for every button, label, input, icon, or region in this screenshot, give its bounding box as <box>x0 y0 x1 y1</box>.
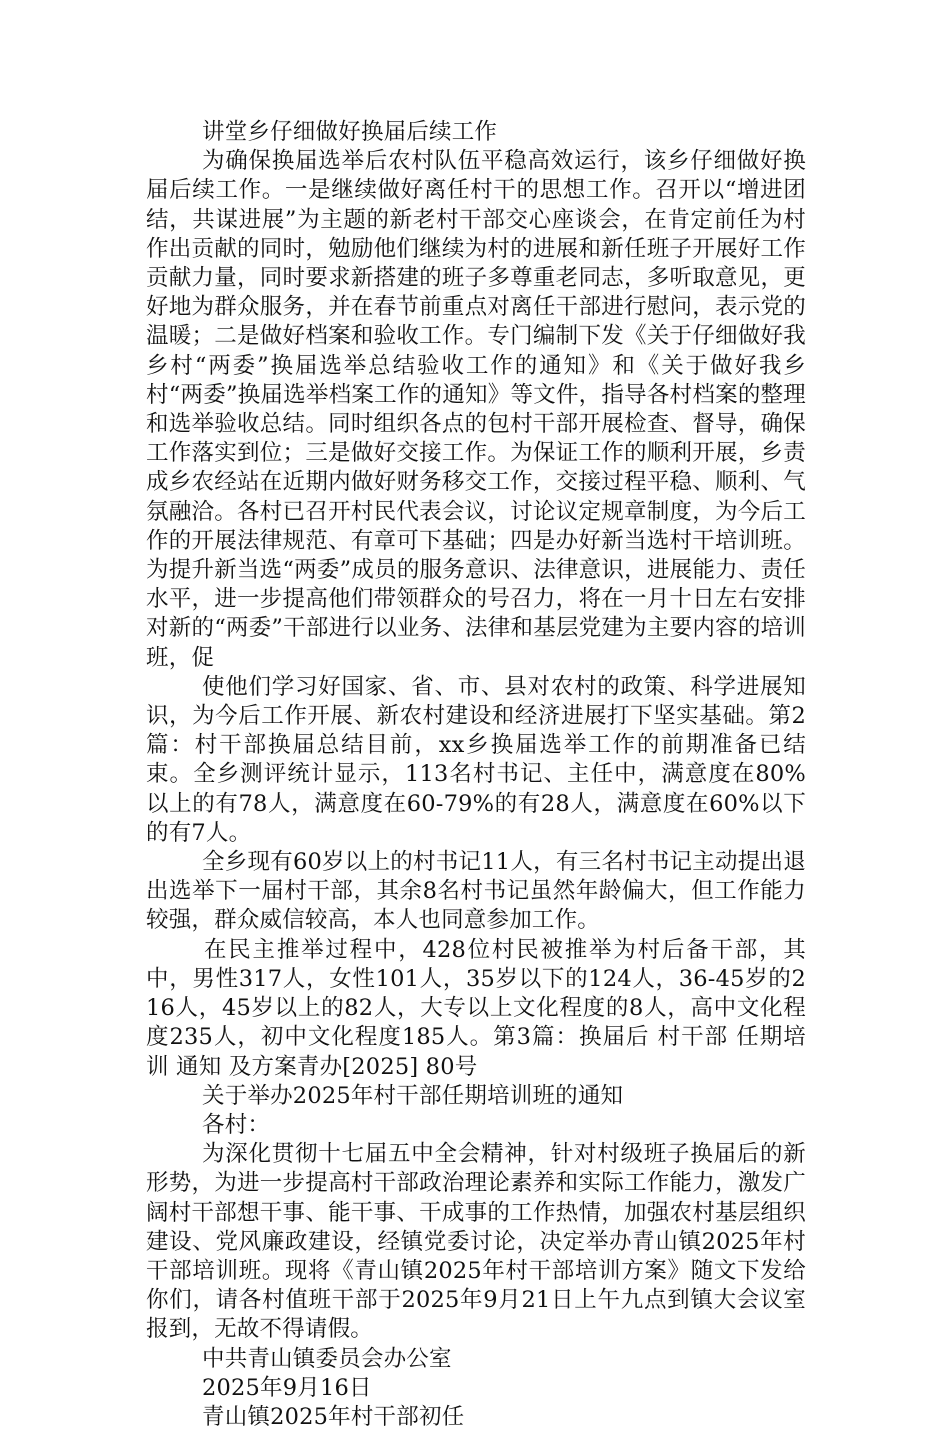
paragraph-3: 全乡现有60岁以上的村书记11人，有三名村书记主动提出退出选举下一届村干部，其余8名村书记虽然年龄偏大，但工作能力较强，群众威信较高，本人也同意参加工作。 <box>146 849 806 934</box>
document-body <box>146 118 806 1432</box>
signature: 中共青山镇委员会办公室 <box>202 1345 452 1372</box>
paragraph-1: 为确保换届选举后农村队伍平稳高效运行，该乡仔细做好换届后续工作。一是继续做好离任村干的思想工作。召开以“增进团结，共谋进展”为主题的新老村干部交心座谈会，在肯定前任为村作出贡献的同时，勉励他们继续为村的进展和新任班子开展好工作贡献力量，同时要求新搭建的班子多尊重老同志，多听取意见，更好地为群众服务，并在春节前重点对离任干部进行慰问，表示党的温暖；二是做好档案和验收工作。专门编制下发《关于仔细做好我乡村“两委”换届选举总结验收工作的通知》和《关于做好我乡村“两委”换届选举档案工作的通知》等文件，指导各村档案的整理和选举验收总结。同时组织各点的包村干部开展检查、督导，确保工作落实到位；三是做好交接工作。为保证工作的顺利开展，乡责成乡农经站在近期内做好财务移交工作，交接过程平稳、顺利、气氛融洽。各村已召开村民代表会议，讨论议定规章制度，为今后工作的开展法律规范、有章可下基础；四是办好新当选村干培训班。为提升新当选“两委”成员的服务意识、法律意识，进展能力、责任水平，进一步提高他们带领群众的号召力，将在一月十日左右安排对新的“两委”干部进行以业务、法律和基层党建为主要内容的培训班，促 <box>146 148 806 671</box>
salutation: 各村： <box>202 1111 271 1138</box>
document-title: 讲堂乡仔细做好换届后续工作 <box>202 119 498 145</box>
paragraph-4: 在民主推举过程中，428位村民被推举为村后备干部，其中，男性317人，女性101人，35岁以下的124人，36-45岁的216人，45岁以上的82人，大专以上文化程度的8人，高中文化程度235人，初中文化程度185人。第3篇：换届后 村干部 任期培训 通知 及方案青办[2025] 80号 <box>146 936 806 1080</box>
date: 2025年9月16日 <box>202 1374 372 1401</box>
closing-line: 青山镇2025年村干部初任 <box>202 1403 465 1430</box>
paragraph-2: 使他们学习好国家、省、市、县对农村的政策、科学进展知识，为今后工作开展、新农村建设和经济进展打下坚实基础。第2篇：村干部换届总结目前，xx乡换届选举工作的前期准备已结束。全乡测评统计显示，113名村书记、主任中，满意度在80%以上的有78人，满意度在60-79%的有28人，满意度在60%以下的有7人。 <box>146 673 806 846</box>
notice-title: 关于举办2025年村干部任期培训班的通知 <box>202 1082 624 1109</box>
paragraph-5: 为深化贯彻十七届五中全会精神，针对村级班子换届后的新形势，为进一步提高村干部政治理论素养和实际工作能力，激发广阔村干部想干事、能干事、干成事的工作热情，加强农村基层组织建设、党风廉政建设，经镇党委讨论，决定举办青山镇2025年村干部培训班。现将《青山镇2025年村干部培训方案》随文下发给你们，请各村值班干部于2025年9月21日上午九点到镇大会议室报到，无故不得请假。 <box>146 1141 806 1343</box>
